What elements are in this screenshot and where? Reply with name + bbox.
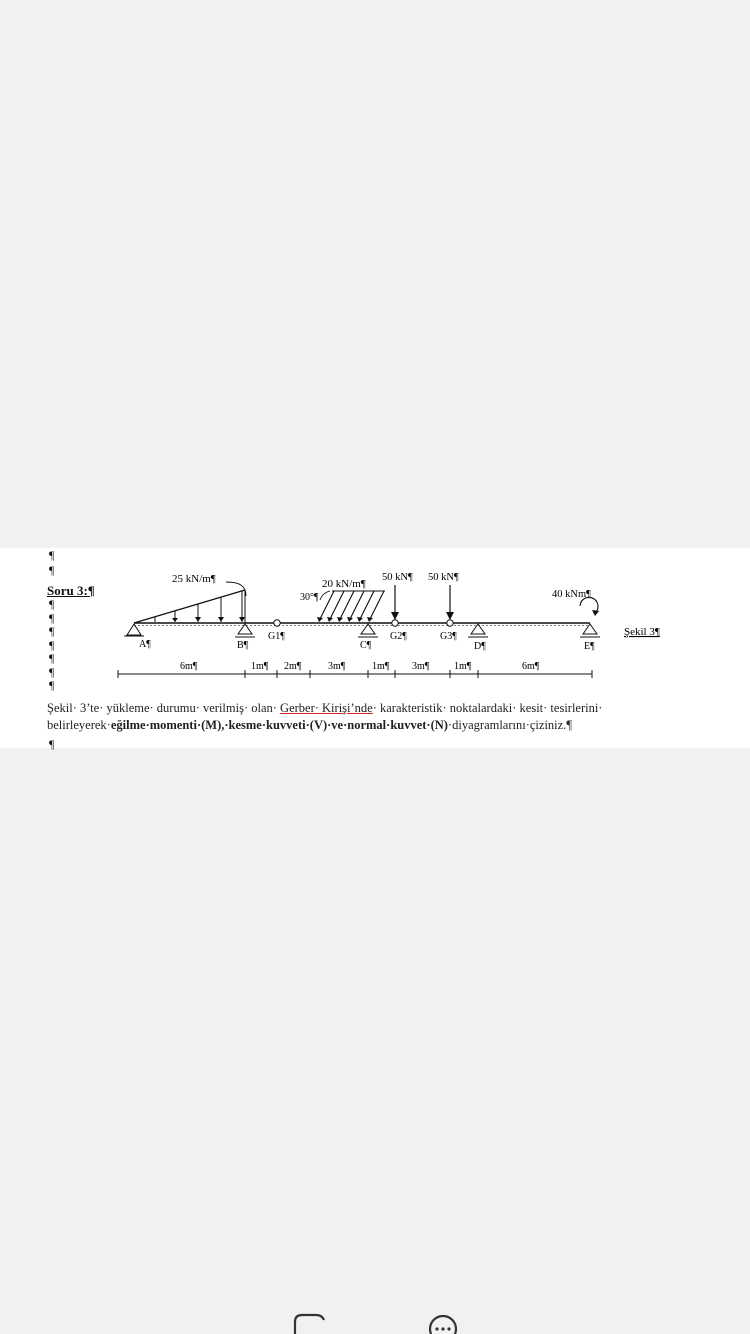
caption-part-2: · karakteristik· noktalardaki· kesit· tesirlerini· belirleyerek· [47, 701, 603, 732]
caption-part-1: Şekil· 3’te· yükleme· durumu· verilmiş· olan· [47, 701, 281, 715]
pilcrow: ¶ [49, 548, 55, 562]
support-d-label: D¶ [474, 641, 486, 652]
pilcrow: ¶ [49, 597, 55, 611]
pilcrow: ¶ [49, 610, 55, 625]
hinge-g2-label: G2¶ [390, 631, 407, 642]
pilcrow: ¶ [49, 563, 55, 577]
pilcrow: ¶ [49, 624, 55, 638]
hinge-g3-label: G3¶ [440, 631, 457, 642]
point-load-2-label: 50 kN¶ [428, 572, 459, 583]
point-load-2 [446, 585, 454, 620]
open-in-icon[interactable] [295, 1315, 324, 1334]
support-e-icon [580, 624, 600, 637]
dimension-label: 3m¶ [328, 661, 346, 672]
hinge-g1-label: G1¶ [268, 631, 285, 642]
question-label: Soru 3:¶ [47, 583, 95, 598]
point-load-1-label: 50 kN¶ [382, 572, 413, 583]
pilcrow: ¶ [49, 651, 55, 665]
moment-label: 40 kNm¶ [552, 589, 591, 600]
point-load-1 [391, 585, 399, 620]
pilcrow: ¶ [49, 664, 55, 679]
inclined-load [317, 591, 385, 622]
figure-label: Şekil 3¶ [624, 626, 660, 638]
support-a-label: A¶ [139, 639, 151, 650]
hinge-g3-icon [447, 620, 453, 626]
dimension-label: 1m¶ [251, 661, 269, 672]
pilcrow: ¶ [49, 637, 55, 652]
support-c-icon [358, 624, 378, 637]
triangular-load [134, 582, 246, 623]
caption-bold: eğilme·momenti·(M),·kesme·kuvveti·(V)·ve·normal·kuvvet·(N) [110, 718, 448, 732]
caption-gerber: Gerber· Kirişi’nde [280, 701, 373, 715]
question-text [47, 700, 697, 734]
triangular-load-label: 25 kN/m¶ [172, 573, 216, 585]
hinge-g2-icon [392, 620, 398, 626]
pilcrow: ¶ [49, 678, 55, 692]
more-options-icon[interactable] [430, 1316, 456, 1334]
support-e-label: E¶ [584, 641, 595, 652]
dimension-label: 6m¶ [522, 661, 540, 672]
caption-part-3: ·diyagramlarını·çiziniz.¶ [447, 718, 572, 732]
support-d-icon [468, 624, 488, 637]
support-b-label: B¶ [237, 640, 249, 651]
dimension-label: 1m¶ [454, 661, 472, 672]
dimension-label: 3m¶ [412, 661, 430, 672]
inclined-load-label: 20 kN/m¶ [322, 578, 366, 590]
dimension-label: 1m¶ [372, 661, 390, 672]
bottom-toolbar [0, 1312, 750, 1334]
support-b-icon [235, 624, 255, 637]
gerber-beam-figure [0, 548, 750, 698]
angle-label: 30°¶ [300, 592, 319, 603]
dimension-label: 2m¶ [284, 661, 302, 672]
dimension-label: 6m¶ [180, 661, 198, 672]
support-c-label: C¶ [360, 640, 372, 651]
moment-arrow-icon [580, 597, 599, 616]
end-pilcrow: ¶ [49, 737, 55, 751]
hinge-g1-icon [274, 620, 280, 626]
